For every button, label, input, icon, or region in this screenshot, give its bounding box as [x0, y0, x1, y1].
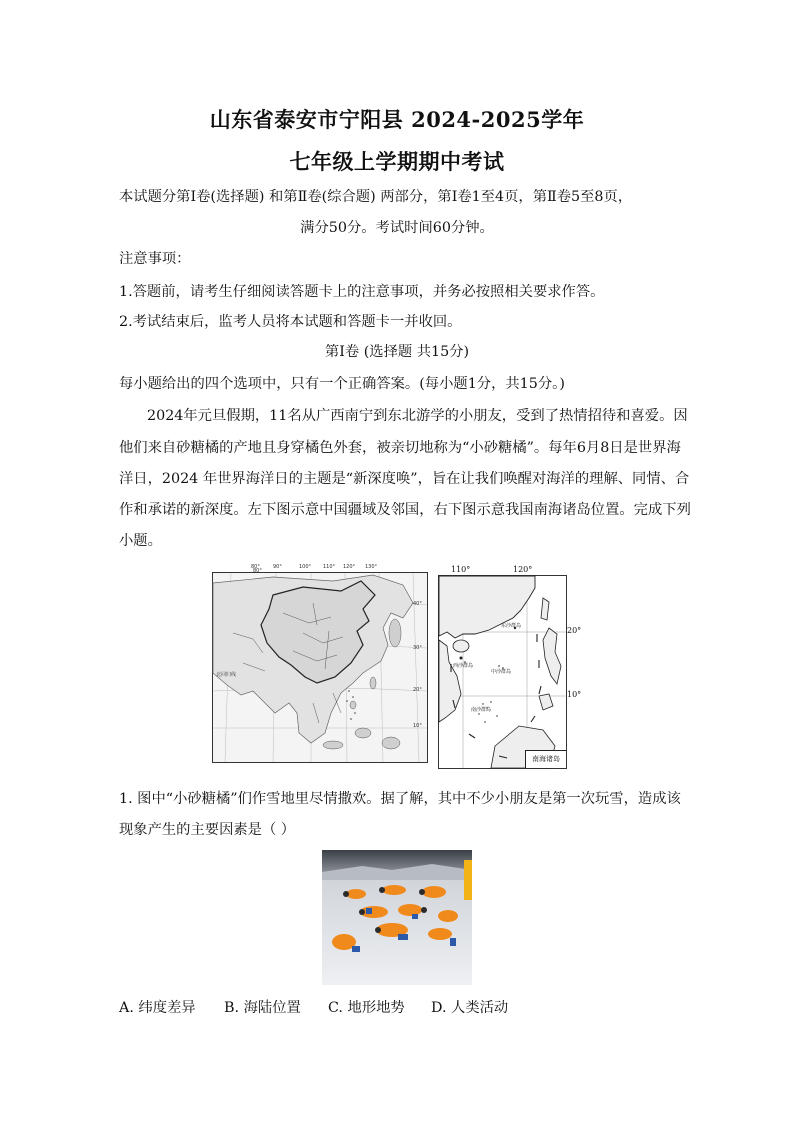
- passage-line-2: 他们来自砂糖橘的产地且身穿橘色外套，被亲切地称为“小砂糖橘”。每年6月8日是世界海: [119, 440, 681, 456]
- lon-label-80: 80°: [251, 564, 260, 570]
- question-1-line-1: 1. 图中“小砂糖橘”们作雪地里尽情撒欢。据了解，其中不少小朋友是第一次玩雪，造成该: [119, 791, 681, 807]
- passage-line-1: 2024年元旦假期，11名从广西南宁到东北游学的小朋友，受到了热情招待和喜爱。因: [147, 408, 688, 424]
- china-neighbors-map: [212, 564, 428, 763]
- notes-item-2: 2.考试结束后，监考人员将本试题和答题卡一并收回。: [119, 314, 462, 330]
- option-b[interactable]: B. 海陆位置: [224, 1000, 301, 1016]
- notes-item-1: 1.答题前，请考生仔细阅读答题卡上的注意事项，并务必按照相关要求作答。: [119, 284, 605, 300]
- nansha-label: 南沙群岛: [471, 707, 492, 713]
- notes-heading: 注意事项：: [119, 251, 191, 267]
- lon-label-120: 120°: [343, 564, 356, 570]
- option-a[interactable]: A. 纬度差异: [119, 1000, 196, 1016]
- lon-label-100: 100°: [299, 564, 312, 570]
- zhongsha-label: 中沙群岛: [491, 669, 512, 675]
- lat-label-20-right: 20°: [567, 626, 582, 635]
- lon-label: 80°: [253, 568, 262, 574]
- lon-label-130: 130°: [365, 564, 378, 570]
- lon-label-90: 90°: [273, 564, 282, 570]
- section-instruction: 每小题给出的四个选项中，只有一个正确答案。(每小题1分，共15分。): [119, 376, 565, 392]
- section-heading: 第Ⅰ卷 (选择题 共15分): [324, 344, 470, 360]
- passage-line-4: 作和承诺的新深度。左下图示意中国疆域及邻国，右下图示意我国南海诸岛位置。完成下列: [119, 502, 691, 518]
- question-1-line-2: 现象产生的主要因素是（ ）: [119, 822, 296, 838]
- option-d[interactable]: D. 人类活动: [431, 1000, 509, 1016]
- xisha-label: 西沙群岛: [453, 663, 474, 669]
- lat-label-20: 20°: [413, 687, 422, 693]
- passage-line-5: 小题。: [119, 533, 162, 549]
- lat-label-30: 30°: [413, 645, 422, 651]
- lat-label-40: 40°: [413, 601, 422, 607]
- south-sea-islands-map: [438, 565, 582, 769]
- tropic-label: 北回归线: [216, 672, 237, 678]
- intro-line-1: 本试题分第Ⅰ卷(选择题) 和第Ⅱ卷(综合题) 两部分，第Ⅰ卷1至4页，第Ⅱ卷5至8页，: [119, 189, 633, 205]
- lon-label-110-right: 110°: [451, 565, 471, 574]
- lon-label-110: 110°: [323, 564, 336, 570]
- inset-label: 南海诸岛: [525, 750, 566, 768]
- dongsha-label: 东沙群岛: [501, 623, 522, 629]
- intro-line-2: 满分50分。考试时间60分钟。: [300, 220, 494, 236]
- lat-label-10-right: 10°: [567, 690, 582, 699]
- snow-photo: [322, 850, 472, 985]
- title-line-2: 七年级上学期期中考试: [289, 149, 505, 174]
- title-line-1: 山东省泰安市宁阳县 2024-2025学年: [209, 107, 585, 132]
- lon-label-120-right: 120°: [513, 565, 533, 574]
- lat-label-10: 10°: [413, 723, 422, 729]
- option-c[interactable]: C. 地形地势: [328, 1000, 405, 1016]
- passage-line-3: 洋日，2024 年世界海洋日的主题是“新深度唤”，旨在让我们唤醒对海洋的理解、同情、合: [119, 471, 690, 487]
